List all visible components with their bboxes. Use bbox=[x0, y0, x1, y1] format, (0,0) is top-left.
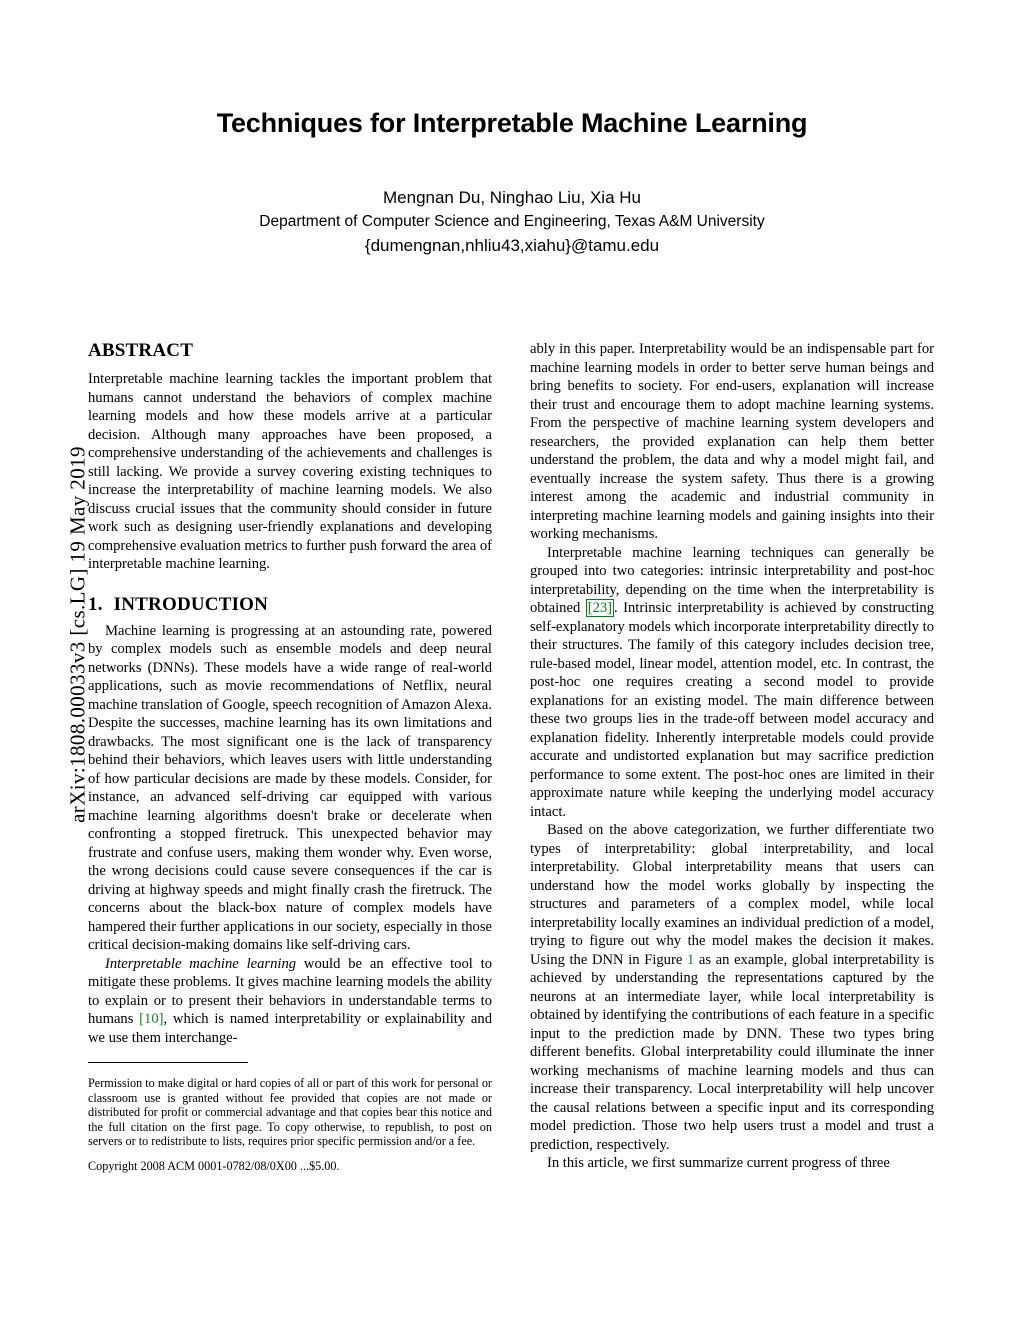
right-paragraph-4: In this article, we first summarize current progress of three bbox=[547, 1155, 890, 1171]
introduction-number: 1. bbox=[88, 593, 103, 615]
right-paragraph-2 bbox=[530, 544, 934, 822]
right-paragraph-2-b: . Intrinsic interpretability is achieved by constructing self-explanatory models which incorporate interpretability directly to their structures. The family of this category includes decision tree, rule-based model, linear model, attention model, etc. In contrast, the post-hoc one requires creating a second model to provide explanations for an existing model. The main difference between these two groups lies in the trade-off between model accuracy and explanation fidelity. Inherently interpretable models could provide accurate and undistorted explanation but may sacrifice prediction performance to some extent. The post-hoc ones are limited in their approximate nature while keeping the underlying model accuracy intact. bbox=[530, 600, 934, 820]
right-paragraph-3 bbox=[530, 821, 934, 1154]
right-column bbox=[530, 340, 934, 1173]
intro-paragraph-2-post: , which is named interpretability or explainability and we use them interchange- bbox=[88, 1011, 492, 1046]
page-title: Techniques for Interpretable Machine Learning bbox=[216, 108, 808, 138]
right-paragraph-2-a: Interpretable machine learning techniques can generally be grouped into two categories: intrinsic interpretability and post-hoc interpretability, depending on the time when the interpretability is obtained bbox=[530, 544, 934, 616]
right-paragraph-continued: ably in this paper. Interpretability would be an indispensable part for machine learning models in order to better serve human beings and bring benefits to society. For end-users, explanation will increase their trust and encourage them to adopt machine learning systems. From the perspective of machine learning system developers and researchers, the provided explanation can help them better understand the problem, the data and why a model might fail, and eventually increase the system safety. Thus there is a growing interest among the academic and industrial community in interpreting machine learning models and gaining insights into their working mechanisms. bbox=[530, 341, 934, 542]
author-names: Mengnan Du, Ninghao Liu, Xia Hu bbox=[383, 188, 641, 207]
body-columns bbox=[88, 340, 938, 1220]
footnote-divider bbox=[88, 1062, 248, 1063]
intro-paragraph-1: Machine learning is progressing at an astounding rate, powered by complex models such as ensemble models and deep neural networks (DNNs). These models have a wide range of real-world applications, such as movie recommendations of Netflix, neural machine translation of Google, speech recognition of Amazon Alexa. Despite the successes, machine learning has its own limitations and drawbacks. The most significant one is the lack of transparency behind their behaviors, which leaves users with little understanding of how particular decisions are made by these models. Consider, for instance, an advanced self-driving car equipped with various machine learning algorithms doesn't brake or decelerate when confronting a stopped firetruck. This unexpected behavior may frustrate and confuse users, making them wonder why. Even worse, the wrong decisions could cause severe consequences if the car is driving at highway speeds and might finally crash the firetruck. The concerns about the black-box nature of complex models have hampered their further applications in our society, especially in those critical decision-making domains like self-driving cars. bbox=[88, 622, 492, 953]
abstract-heading: ABSTRACT bbox=[88, 340, 194, 361]
intro-em-term: Interpretable machine learning bbox=[105, 955, 297, 972]
intro-paragraph-2 bbox=[88, 955, 492, 1048]
authors-block bbox=[0, 186, 1024, 258]
right-paragraph-3-a: Based on the above categorization, we further differentiate two types of interpretability: global interpretability, and local interpretability. Global interpretability means that users can understand how the model works globally by inspecting the structures and parameters of a complex model, while local interpretability locally examines an individual prediction of a model, trying to figure out why the model makes the decision it makes. Using the DNN in Figure bbox=[530, 822, 934, 968]
right-paragraph-3-b: as an example, global interpretability is achieved by understanding the representations captured by the neurons at an intermediate layer, while local interpretability is obtained by identifying the contributions of each feature in a specific input to the prediction made by DNN. These two types bring different benefits. Global interpretability could illuminate the inner working mechanisms of machine learning models and thus can increase their transparency. Local interpretability will help uncover the causal relations between a specific input and its corresponding model prediction. Those two help users trust a model and trust a prediction, respectively. bbox=[530, 951, 934, 1153]
introduction-heading bbox=[88, 594, 492, 616]
author-affiliation: Department of Computer Science and Engineering, Texas A&M University bbox=[259, 213, 765, 230]
intro-paragraph-2-mid: would be an effective tool to mitigate these problems. It gives machine learning models the ability to explain or to present their behaviors in understandable terms to humans bbox=[88, 955, 493, 1027]
author-email: {dumengnan,nhliu43,xiahu}@tamu.edu bbox=[364, 236, 660, 255]
footnote-block bbox=[88, 1076, 492, 1174]
introduction-title: INTRODUCTION bbox=[113, 593, 269, 615]
citation-23[interactable]: [23] bbox=[587, 600, 613, 616]
citation-10[interactable]: [10] bbox=[139, 1011, 164, 1027]
figure-1-reference[interactable]: 1 bbox=[686, 951, 695, 968]
arxiv-stamp: arXiv:1808.00033v3 [cs.LG] 19 May 2019 bbox=[65, 446, 90, 823]
abstract-text: Interpretable machine learning tackles the important problem that humans cannot understand the behaviors of complex machine learning models and how these models arrive at a particular decision. Although many approaches have been proposed, a comprehensive understanding of the achievements and challenges is still lacking. We provide a survey covering existing techniques to increase the interpretability of machine learning models. We also discuss crucial issues that the community should consider in future work such as designing user-friendly explanations and developing comprehensive evaluation metrics to further push forward the area of interpretable machine learning. bbox=[88, 371, 493, 572]
left-column bbox=[88, 340, 493, 1173]
copyright-notice: Copyright 2008 ACM 0001-0782/08/0X00 ...$5.00. bbox=[88, 1158, 340, 1173]
permission-notice: Permission to make digital or hard copies of all or part of this work for personal or classroom use is granted without fee provided that copies are not made or distributed for profit or commercial advantage and that copies bear this notice and the full citation on the first page. To copy otherwise, to republish, to post on servers or to redistribute to lists, requires prior specific permission and/or a fee. bbox=[88, 1076, 492, 1149]
